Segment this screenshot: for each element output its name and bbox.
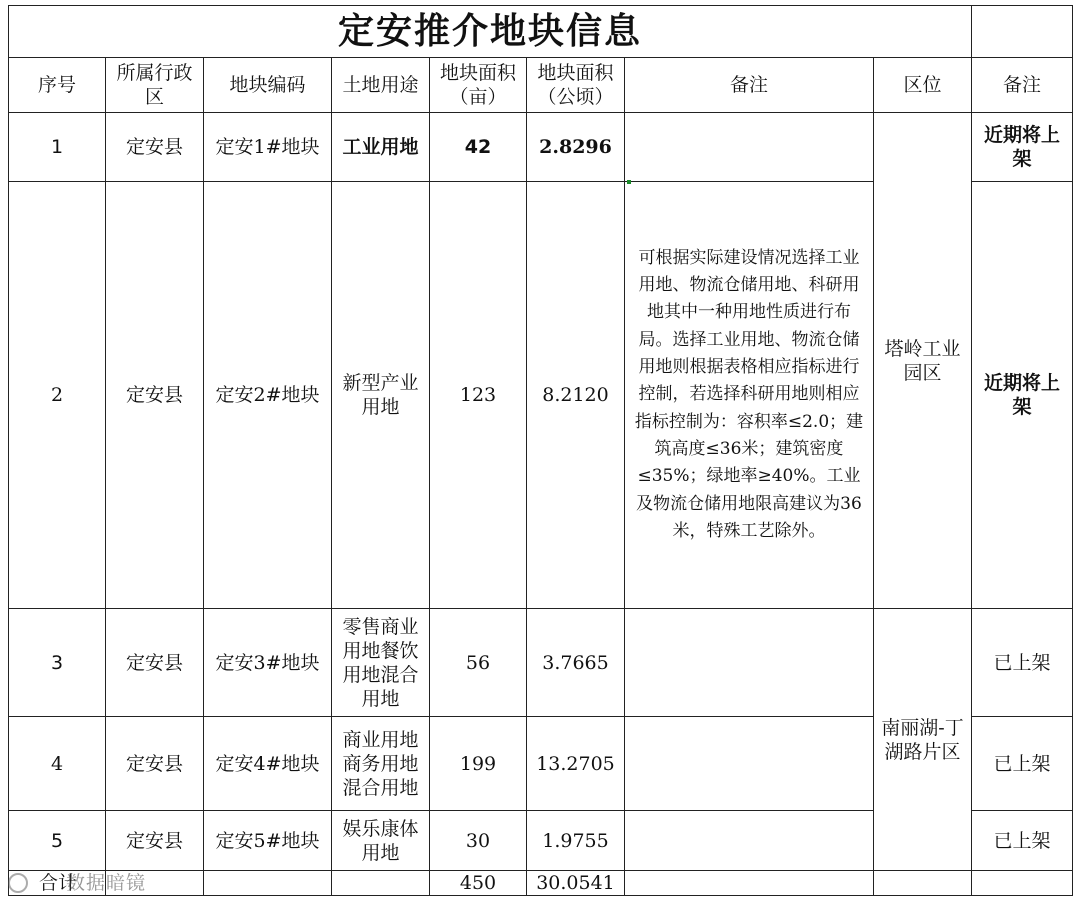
row4-status: 已上架 bbox=[972, 717, 1073, 811]
row2-district: 定安县 bbox=[106, 182, 204, 609]
row5-remark bbox=[625, 811, 874, 871]
watermark bbox=[8, 868, 146, 895]
row3-area-ha: 3.7665 bbox=[527, 609, 625, 717]
total-blank bbox=[204, 871, 332, 896]
row2-area-mu: 123 bbox=[430, 182, 527, 609]
row1-status: 近期将上架 bbox=[972, 113, 1073, 182]
row4-seq: 4 bbox=[9, 717, 106, 811]
row1-code: 定安1#地块 bbox=[204, 113, 332, 182]
row1-remark bbox=[625, 113, 874, 182]
row5-area-mu: 30 bbox=[430, 811, 527, 871]
row5-status: 已上架 bbox=[972, 811, 1073, 871]
header-use: 土地用途 bbox=[332, 58, 430, 113]
row3-district: 定安县 bbox=[106, 609, 204, 717]
total-blank bbox=[972, 871, 1073, 896]
row5-seq: 5 bbox=[9, 811, 106, 871]
row1-area-mu: 42 bbox=[430, 113, 527, 182]
total-area-ha: 30.0541 bbox=[527, 871, 625, 896]
page-title: 定安推介地块信息 bbox=[9, 6, 972, 58]
title-blank-cell bbox=[972, 6, 1073, 58]
header-area-ha: 地块面积（公顷） bbox=[527, 58, 625, 113]
row1-seq: 1 bbox=[9, 113, 106, 182]
row3-status: 已上架 bbox=[972, 609, 1073, 717]
header-seq: 序号 bbox=[9, 58, 106, 113]
row2-status: 近期将上架 bbox=[972, 182, 1073, 609]
row4-code: 定安4#地块 bbox=[204, 717, 332, 811]
row4-use: 商业用地商务用地混合用地 bbox=[332, 717, 430, 811]
row5-area-ha: 1.9755 bbox=[527, 811, 625, 871]
total-area-mu: 450 bbox=[430, 871, 527, 896]
row1-area-ha: 2.8296 bbox=[527, 113, 625, 182]
total-row bbox=[9, 871, 1073, 896]
header-zone: 区位 bbox=[874, 58, 972, 113]
header-row bbox=[9, 58, 1073, 113]
row2-seq: 2 bbox=[9, 182, 106, 609]
row5-code: 定安5#地块 bbox=[204, 811, 332, 871]
header-district: 所属行政区 bbox=[106, 58, 204, 113]
row5-use: 娱乐康体用地 bbox=[332, 811, 430, 871]
header-status: 备注 bbox=[972, 58, 1073, 113]
row2-use: 新型产业用地 bbox=[332, 182, 430, 609]
header-area-mu: 地块面积（亩） bbox=[430, 58, 527, 113]
zone-a-cell: 塔岭工业园区 bbox=[874, 113, 972, 609]
cell-comment-marker bbox=[627, 180, 631, 184]
land-info-table bbox=[8, 5, 1073, 896]
header-remark: 备注 bbox=[625, 58, 874, 113]
total-blank bbox=[874, 871, 972, 896]
row4-district: 定安县 bbox=[106, 717, 204, 811]
row5-district: 定安县 bbox=[106, 811, 204, 871]
row2-code: 定安2#地块 bbox=[204, 182, 332, 609]
row3-area-mu: 56 bbox=[430, 609, 527, 717]
row4-area-ha: 13.2705 bbox=[527, 717, 625, 811]
row3-seq: 3 bbox=[9, 609, 106, 717]
row1-use: 工业用地 bbox=[332, 113, 430, 182]
row3-remark bbox=[625, 609, 874, 717]
row1-district: 定安县 bbox=[106, 113, 204, 182]
header-code: 地块编码 bbox=[204, 58, 332, 113]
watermark-logo-icon bbox=[8, 873, 28, 893]
table-row bbox=[9, 113, 1073, 182]
row2-area-ha: 8.2120 bbox=[527, 182, 625, 609]
row4-area-mu: 199 bbox=[430, 717, 527, 811]
total-label: 合计 bbox=[9, 871, 106, 896]
zone-b-cell: 南丽湖-丁湖路片区 bbox=[874, 609, 972, 871]
table-row bbox=[9, 609, 1073, 717]
total-blank bbox=[625, 871, 874, 896]
watermark-text: 数据暗镜 bbox=[66, 872, 147, 894]
total-blank bbox=[332, 871, 430, 896]
title-row bbox=[9, 6, 1073, 58]
row4-remark bbox=[625, 717, 874, 811]
row3-use: 零售商业用地餐饮用地混合用地 bbox=[332, 609, 430, 717]
row3-code: 定安3#地块 bbox=[204, 609, 332, 717]
row2-remark: 可根据实际建设情况选择工业用地、物流仓储用地、科研用地其中一种用地性质进行布局。选择工业用地、物流仓储用地则根据表格相应指标进行控制，若选择科研用地则相应指标控制为：容积率≤2.0；建筑高度≤36米；建筑密度≤35%；绿地率≥40%。工业及物流仓储用地限高建议为36米，特殊工艺除外。 bbox=[625, 182, 874, 609]
